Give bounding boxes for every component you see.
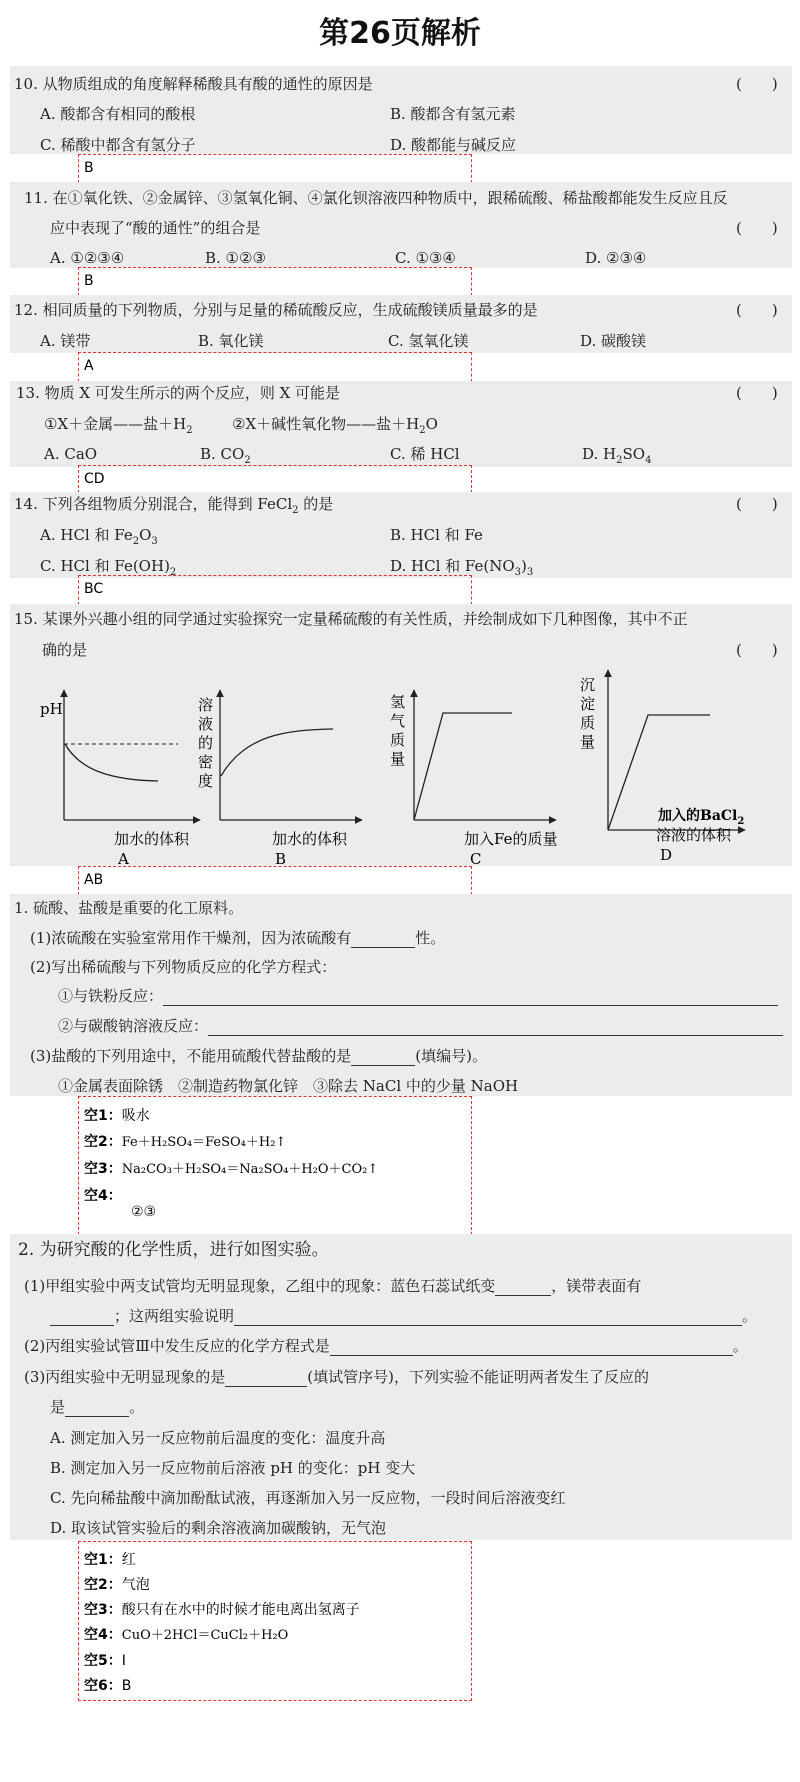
p2-answer-key-2: 空2： — [84, 1577, 122, 1593]
blank-1-1[interactable] — [351, 931, 415, 948]
p2-answer-key-6: 空6： — [84, 1678, 122, 1694]
graph-a — [40, 690, 200, 868]
problem-1-sub-2a: ①与铁粉反应： — [58, 986, 778, 1006]
graph-d-y-label-4: 量 — [580, 733, 596, 751]
graph-b — [198, 690, 362, 868]
answer-14: BC — [84, 581, 104, 597]
question-15-stem-2: 确的是 — [42, 641, 88, 659]
graph-b-curve — [221, 729, 333, 776]
question-14-option-b: B. HCl 和 Fe — [390, 526, 483, 544]
answer-box-problem-2 — [78, 1541, 472, 1701]
p2-answer-3: 酸只有在水中的时候才能电离出氢离子 — [121, 1602, 360, 1618]
question-11-stem-1: 11. 在①氧化铁、②金属锌、③氢氧化铜、④氯化钡溶液四种物质中，跟稀硫酸、稀盐酸都能发生反应且反 — [24, 189, 728, 207]
answer-13: CD — [84, 471, 105, 487]
answer-12: A — [84, 358, 94, 374]
question-13-option-a: A. CaO — [44, 445, 98, 463]
p1-answer-key-1: 空1： — [84, 1108, 122, 1124]
graph-b-y-label-4: 密 — [198, 753, 214, 771]
blank-1-4[interactable] — [351, 1049, 415, 1066]
question-10-option-d: D. 酸都能与碱反应 — [390, 136, 517, 154]
graph-a-letter: A — [118, 850, 129, 868]
graph-b-y-label-2: 液 — [198, 715, 214, 733]
graph-c-y-label-3: 质 — [390, 731, 406, 749]
problem-1-sub-2: (2)写出稀硫酸与下列物质反应的化学方程式： — [30, 958, 337, 976]
question-15-stem-1: 15. 某课外兴趣小组的同学通过实验探究一定量稀硫酸的有关性质，并绘制成如下几种图像，其中不正 — [14, 610, 688, 628]
question-13-stem: 13. 物质 X 可发生所示的两个反应，则 X 可能是 — [16, 384, 341, 402]
blank-2-6[interactable] — [65, 1400, 129, 1417]
question-13-option-c: C. 稀 HCl — [390, 445, 460, 463]
graph-a-y-label: pH — [40, 700, 63, 718]
blank-2-2[interactable] — [50, 1309, 114, 1326]
graph-c-letter: C — [470, 850, 482, 868]
problem-2-sub-1b: ；这两组实验说明 。 — [50, 1306, 757, 1326]
graph-d-letter: D — [660, 846, 673, 864]
problem-1-sub-1: (1)浓硫酸在实验室常用作干燥剂，因为浓硫酸有 性。 — [30, 929, 446, 947]
graph-c-curve — [414, 713, 512, 820]
p1-answer-4: ②③ — [131, 1204, 157, 1220]
graph-d-y-label-2: 淀 — [580, 695, 596, 713]
p1-answer-2: Fe＋H₂SO₄＝FeSO₄＋H₂↑ — [121, 1135, 287, 1150]
problem-1-options: ①金属表面除锈 ②制造药物氯化锌 ③除去 NaCl 中的少量 NaOH — [58, 1077, 519, 1095]
p2-answer-1: 红 — [121, 1552, 136, 1568]
problem-2-sub-3: (3)丙组实验中无明显现象的是 (填试管序号)，下列实验不能证明两者发生了反应的 — [24, 1368, 649, 1386]
question-11-option-c: C. ①③④ — [395, 249, 456, 267]
p2-answer-6: B — [121, 1678, 132, 1694]
p2-answer-key-4: 空4： — [84, 1627, 122, 1643]
p2-answer-key-1: 空1： — [84, 1552, 122, 1568]
graph-b-y-label-3: 的 — [198, 734, 214, 752]
question-14-paren: ( ) — [736, 495, 778, 513]
question-12-paren: ( ) — [736, 301, 778, 319]
answer-box-problem-1 — [78, 1096, 472, 1235]
problem-1-stem: 1. 硫酸、盐酸是重要的化工原料。 — [14, 899, 244, 917]
question-12-stem: 12. 相同质量的下列物质，分别与足量的稀硫酸反应，生成硫酸镁质量最多的是 — [14, 301, 538, 319]
question-10-option-c: C. 稀酸中都含有氢分子 — [40, 136, 196, 154]
graph-c — [390, 690, 557, 868]
question-11-option-b: B. ①②③ — [205, 249, 266, 267]
question-11-option-d: D. ②③④ — [585, 249, 647, 267]
p2-answer-key-5: 空5： — [84, 1653, 122, 1669]
problem-2-sub-1: (1)甲组实验中两支试管均无明显现象，乙组中的现象：蓝色石蕊试纸变 ，镁带表面有 — [24, 1277, 642, 1295]
question-15-paren: ( ) — [736, 641, 778, 659]
question-13-reaction-2: ②X＋碱性氧化物——盐$+H_2O$ — [232, 415, 438, 436]
question-10-option-b: B. 酸都含有氢元素 — [390, 105, 516, 123]
page-title: 第26页解析 — [319, 16, 481, 51]
question-11-stem-2: 应中表现了“酸的通性”的组合是 — [50, 219, 261, 237]
problem-2-option-b: B. 测定加入另一反应物前后溶液 pH 的变化：pH 变大 — [50, 1459, 416, 1477]
graph-c-y-label-1: 氢 — [390, 693, 406, 711]
graph-c-y-label-4: 量 — [390, 750, 406, 768]
p1-answer-3: Na₂CO₃＋H₂SO₄＝Na₂SO₄＋H₂O＋CO₂↑ — [121, 1162, 379, 1177]
question-12-option-a: A. 镁带 — [40, 332, 91, 350]
question-12-option-b: B. 氧化镁 — [198, 332, 264, 350]
graph-d — [580, 670, 745, 864]
graph-b-letter: B — [275, 850, 287, 868]
graph-b-x-label: 加水的体积 — [272, 830, 348, 848]
question-11-option-a: A. ①②③④ — [50, 249, 125, 267]
p1-answer-1: 吸水 — [121, 1108, 150, 1124]
question-14-option-c: C. HCl 和 $Fe(OH)_2$ — [40, 557, 177, 578]
question-13-option-b: B. $CO_2$ — [200, 445, 251, 466]
problem-2-sub-2: (2)丙组实验试管Ⅲ中发生反应的化学方程式是 。 — [24, 1337, 748, 1355]
graph-b-y-label-1: 溶 — [198, 696, 214, 714]
question-12-option-d: D. 碳酸镁 — [580, 332, 647, 350]
problem-2-option-d: D. 取该试管实验后的剩余溶液滴加碳酸钠，无气泡 — [50, 1519, 387, 1537]
p1-answer-key-3: 空3： — [84, 1161, 122, 1177]
graph-c-x-label: 加入Fe的质量 — [464, 830, 558, 848]
p2-answer-5: Ⅰ — [121, 1653, 126, 1669]
problem-2-option-a: A. 测定加入另一反应物前后温度的变化：温度升高 — [50, 1429, 386, 1447]
question-13-option-d: D. $H_2SO_4$ — [582, 445, 652, 466]
graph-a-curve — [65, 744, 158, 781]
question-14-stem: 14. 下列各组物质分别混合，能得到 FeCl$_2$ 的是 — [14, 495, 334, 516]
p2-answer-key-3: 空3： — [84, 1602, 122, 1618]
blank-2-3[interactable] — [234, 1309, 742, 1326]
problem-2-option-c: C. 先向稀盐酸中滴加酚酞试液，再逐渐加入另一反应物，一段时间后溶液变红 — [50, 1489, 566, 1507]
graph-d-x-label-2: 溶液的体积 — [656, 826, 732, 844]
question-13-reaction-1: ①X＋金属——盐$+H_2$ — [44, 415, 193, 436]
p1-answer-key-4: 空4： — [84, 1188, 122, 1204]
p2-answer-2: 气泡 — [121, 1577, 150, 1593]
question-14-option-a: A. HCl 和 $Fe_2O_3$ — [40, 526, 158, 547]
graph-a-x-label: 加水的体积 — [114, 830, 190, 848]
graph-d-y-label-3: 质 — [580, 714, 596, 732]
blank-2-5[interactable] — [225, 1370, 307, 1387]
answer-11: B — [84, 273, 94, 289]
problem-1-sub-3: (3)盐酸的下列用途中，不能用硫酸代替盐酸的是 (填编号)。 — [30, 1047, 487, 1065]
question-10-paren: ( ) — [736, 75, 778, 93]
graph-d-x-label-1: 加入的BaCl$_2$ — [658, 808, 745, 827]
blank-1-2[interactable] — [163, 989, 778, 1006]
p2-answer-4: CuO＋2HCl＝CuCl₂＋H₂O — [121, 1628, 289, 1643]
problem-2-stem: 2. 为研究酸的化学性质，进行如图实验。 — [18, 1240, 329, 1260]
question-10-option-a: A. 酸都含有相同的酸根 — [40, 105, 196, 123]
question-12-option-c: C. 氢氧化镁 — [388, 332, 469, 350]
blank-2-4[interactable] — [330, 1339, 733, 1356]
problem-1-sub-2b: ②与碳酸钠溶液反应： — [58, 1016, 783, 1036]
question-14-option-d: D. HCl 和 $Fe(NO_3)_3$ — [390, 557, 534, 578]
blank-2-1[interactable] — [495, 1279, 551, 1296]
problem-2-sub-3b: 是 。 — [50, 1398, 145, 1416]
question-11-paren: ( ) — [736, 219, 778, 237]
graph-b-y-label-5: 度 — [198, 772, 214, 790]
answer-15: AB — [84, 872, 104, 888]
question-10-stem: 10. 从物质组成的角度解释稀酸具有酸的通性的原因是 — [14, 75, 373, 93]
question-13-paren: ( ) — [736, 384, 778, 402]
answer-10: B — [84, 160, 94, 176]
graph-c-y-label-2: 气 — [390, 712, 406, 730]
graph-d-y-label-1: 沉 — [580, 676, 596, 694]
answer-box-15 — [78, 866, 472, 895]
blank-1-3[interactable] — [208, 1019, 783, 1036]
p1-answer-key-2: 空2： — [84, 1134, 122, 1150]
